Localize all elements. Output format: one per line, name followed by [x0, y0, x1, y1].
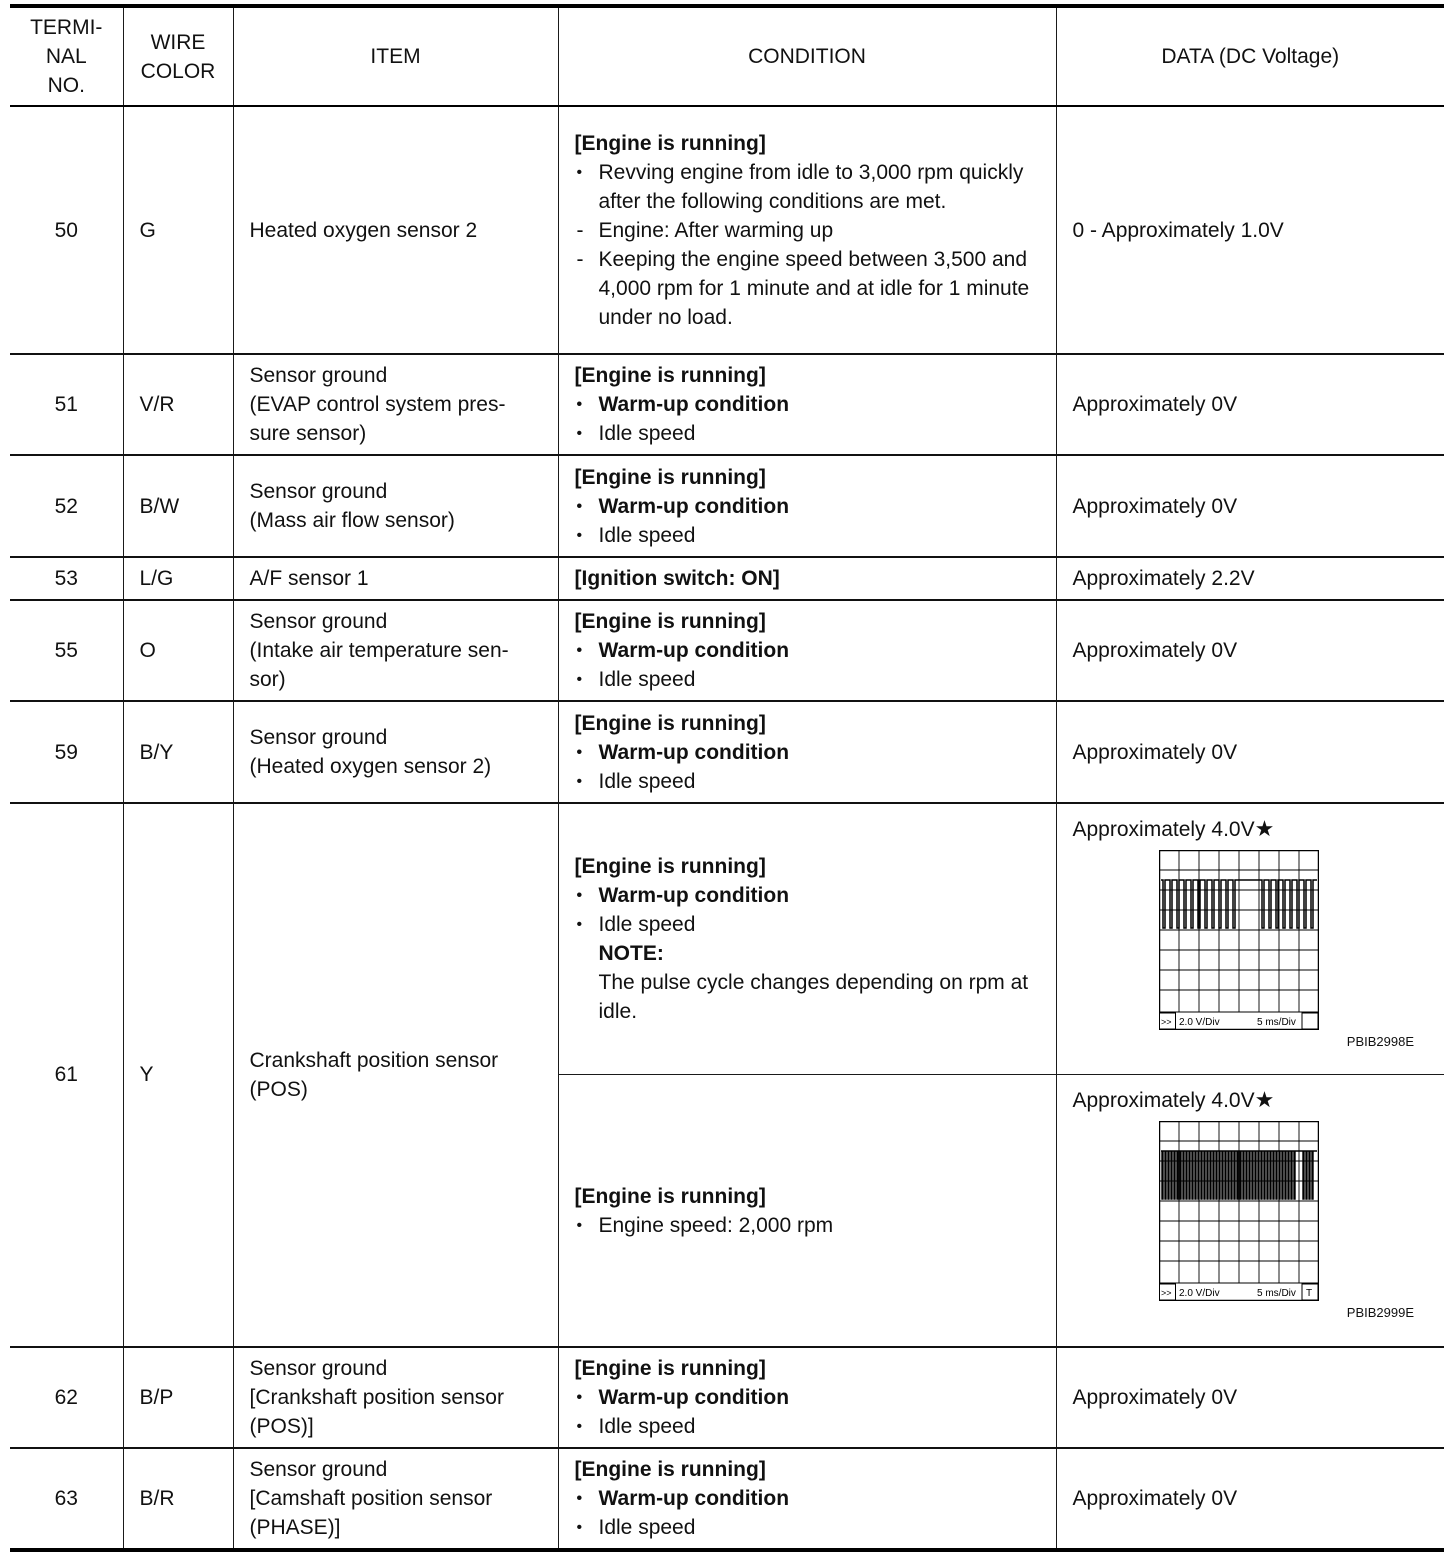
table-row — [10, 803, 1444, 1075]
item-line: Sensor ground — [249, 726, 388, 750]
table-row — [10, 455, 1444, 556]
header-terminal-line2: NAL — [45, 45, 87, 68]
table-row — [10, 557, 1444, 600]
item-line: (Heated oxygen sensor 2) — [249, 755, 492, 779]
condition-cell — [558, 1075, 1056, 1347]
terminal-no: 52 — [10, 455, 123, 556]
condition-cell — [558, 803, 1056, 1075]
condition-item: • Engine speed: 2,000 rpm — [575, 1211, 1046, 1240]
header-wire-color — [123, 6, 233, 106]
condition-cell — [558, 106, 1056, 354]
item-cell — [233, 600, 558, 701]
condition-item: • Revving engine from idle to 3,000 rpm quickly after the following conditions are met. — [575, 158, 1046, 216]
condition-cell — [558, 600, 1056, 701]
condition-item: • Warm-up condition — [575, 1383, 1046, 1412]
data-cell: Approximately 0V — [1056, 1448, 1444, 1550]
condition-heading: [Engine is running] — [574, 1458, 766, 1482]
wire-color: O — [123, 600, 233, 701]
condition-item: • Idle speed — [575, 665, 1046, 694]
data-cell: Approximately 0V — [1056, 600, 1444, 701]
table-row — [10, 701, 1444, 802]
condition-heading: [Engine is running] — [574, 364, 766, 388]
data-value — [1073, 1085, 1431, 1115]
item-line: Crankshaft position sensor — [249, 1048, 499, 1072]
table-row — [10, 600, 1444, 701]
item-cell — [233, 455, 558, 556]
item-line: (EVAP control system pres- — [249, 393, 506, 417]
condition-list — [575, 492, 1046, 550]
item-line: (Mass air flow sensor) — [249, 509, 455, 533]
scope-time-div: 5 ms/Div — [1256, 1016, 1296, 1028]
condition-cell — [558, 701, 1056, 802]
wire-color: B/R — [123, 1448, 233, 1550]
item-line: [Camshaft position sensor — [249, 1487, 493, 1511]
item-line: Sensor ground — [249, 1357, 388, 1381]
data-cell: 0 - Approximately 1.0V — [1056, 106, 1444, 354]
condition-cell — [558, 1347, 1056, 1448]
item-line: (POS)] — [249, 1415, 314, 1439]
condition-item: • Warm-up condition — [575, 636, 1046, 665]
condition-heading: [Engine is running] — [574, 855, 766, 879]
data-cell-waveform — [1056, 803, 1444, 1075]
condition-list — [575, 158, 1046, 332]
item-cell — [233, 1347, 558, 1448]
condition-heading: [Engine is running] — [574, 711, 766, 735]
header-wire-line1: WIRE — [150, 30, 206, 54]
condition-item: • Idle speed — [575, 1513, 1046, 1542]
item-line: (POS) — [249, 1077, 308, 1101]
terminal-no: 59 — [10, 701, 123, 802]
item-cell — [233, 803, 558, 1347]
wire-color: B/P — [123, 1347, 233, 1448]
star-icon: ★ — [1254, 1087, 1275, 1113]
terminals-table — [10, 4, 1444, 1552]
condition-subitem: - Keeping the engine speed between 3,500 and 4,000 rpm for 1 minute and at idle for 1 minute under no load. — [575, 245, 1046, 332]
star-icon: ★ — [1254, 815, 1275, 841]
data-cell: Approximately 0V — [1056, 354, 1444, 455]
terminal-no: 63 — [10, 1448, 123, 1550]
item-line: Sensor ground — [249, 480, 388, 504]
condition-cell — [558, 354, 1056, 455]
table-row — [10, 354, 1444, 455]
terminal-no: 51 — [10, 354, 123, 455]
condition-item: • Warm-up condition — [575, 881, 1046, 910]
item-line: Sensor ground — [249, 610, 388, 634]
condition-item: • Warm-up condition — [575, 390, 1046, 419]
condition-item: • Idle speed — [575, 1412, 1046, 1441]
terminal-no: 50 — [10, 106, 123, 354]
terminal-no: 62 — [10, 1347, 123, 1448]
condition-cell — [558, 557, 1056, 600]
scope-corner-box — [1302, 1013, 1318, 1029]
condition-list — [575, 1484, 1046, 1542]
condition-heading: [Engine is running] — [574, 610, 766, 634]
item-cell: Heated oxygen sensor 2 — [233, 106, 558, 354]
condition-heading: [Ignition switch: ON] — [574, 566, 780, 590]
condition-cell — [558, 455, 1056, 556]
note-block — [575, 939, 1046, 1026]
header-terminal-line3: NO. — [47, 74, 85, 97]
condition-item: • Idle speed — [575, 419, 1046, 448]
wire-color: B/Y — [123, 701, 233, 802]
item-cell — [233, 701, 558, 802]
condition-item: • Warm-up condition — [575, 1484, 1046, 1513]
condition-list — [575, 1383, 1046, 1441]
condition-item: • Idle speed — [575, 910, 1046, 939]
terminal-no: 61 — [10, 803, 123, 1347]
scope-volt-div: 2.0 V/Div — [1178, 1288, 1220, 1300]
scope-corner-symbol: T — [1305, 1288, 1312, 1300]
data-value — [1073, 814, 1431, 844]
oscilloscope-waveform-idle — [1159, 850, 1319, 1030]
terminal-no: 55 — [10, 600, 123, 701]
item-line: sor) — [249, 668, 286, 692]
note-title: NOTE: — [598, 942, 664, 966]
figure-code: PBIB2999E — [1346, 1305, 1414, 1321]
condition-list — [575, 1211, 1046, 1240]
condition-subitem: - Engine: After warming up — [575, 216, 1046, 245]
data-cell: Approximately 0V — [1056, 701, 1444, 802]
item-line: [Crankshaft position sensor — [249, 1386, 504, 1410]
wire-color: V/R — [123, 354, 233, 455]
condition-heading: [Engine is running] — [574, 465, 766, 489]
condition-heading: [Engine is running] — [574, 1357, 766, 1381]
condition-heading: [Engine is running] — [574, 131, 766, 155]
item-cell — [233, 1448, 558, 1550]
condition-item: • Idle speed — [575, 521, 1046, 550]
condition-list — [575, 738, 1046, 796]
condition-item: • Idle speed — [575, 767, 1046, 796]
data-text: Approximately 4.0V — [1072, 817, 1255, 841]
item-line: Sensor ground — [249, 1458, 388, 1482]
item-cell: A/F sensor 1 — [233, 557, 558, 600]
data-cell-waveform — [1056, 1075, 1444, 1347]
wire-color: G — [123, 106, 233, 354]
item-line: (Intake air temperature sen- — [249, 639, 509, 663]
header-data: DATA (DC Voltage) — [1056, 6, 1444, 106]
condition-cell — [558, 1448, 1056, 1550]
condition-list — [575, 390, 1046, 448]
header-row — [10, 6, 1444, 106]
header-wire-line2: COLOR — [140, 59, 216, 83]
condition-item: • Warm-up condition — [575, 738, 1046, 767]
data-text: Approximately 4.0V — [1072, 1089, 1255, 1113]
condition-list — [575, 636, 1046, 694]
item-line: Sensor ground — [249, 364, 388, 388]
scope-time-div: 5 ms/Div — [1256, 1288, 1296, 1300]
item-cell — [233, 354, 558, 455]
note-text: The pulse cycle changes depending on rpm at idle. — [598, 971, 1029, 1024]
terminal-no: 53 — [10, 557, 123, 600]
header-terminal-line1: TERMI- — [30, 16, 103, 39]
header-condition: CONDITION — [558, 6, 1056, 106]
table-row — [10, 1448, 1444, 1550]
item-line: sure sensor) — [249, 422, 367, 446]
scope-channel-symbol: >> — [1160, 1016, 1172, 1027]
data-cell: Approximately 0V — [1056, 1347, 1444, 1448]
wire-color: Y — [123, 803, 233, 1347]
data-cell: Approximately 0V — [1056, 455, 1444, 556]
oscilloscope-waveform-2000rpm — [1159, 1121, 1319, 1301]
table-row — [10, 106, 1444, 354]
item-line: (PHASE)] — [249, 1516, 341, 1540]
condition-list — [575, 881, 1046, 939]
header-item: ITEM — [233, 6, 558, 106]
table-row — [10, 1347, 1444, 1448]
wire-color: B/W — [123, 455, 233, 556]
data-cell: Approximately 2.2V — [1056, 557, 1444, 600]
wire-color: L/G — [123, 557, 233, 600]
figure-code: PBIB2998E — [1346, 1033, 1414, 1049]
header-terminal-no — [10, 6, 123, 106]
scope-channel-symbol: >> — [1160, 1288, 1172, 1299]
condition-item: • Warm-up condition — [575, 492, 1046, 521]
condition-heading: [Engine is running] — [574, 1184, 766, 1208]
scope-volt-div: 2.0 V/Div — [1178, 1016, 1220, 1028]
ecm-terminal-table — [10, 4, 1444, 1552]
